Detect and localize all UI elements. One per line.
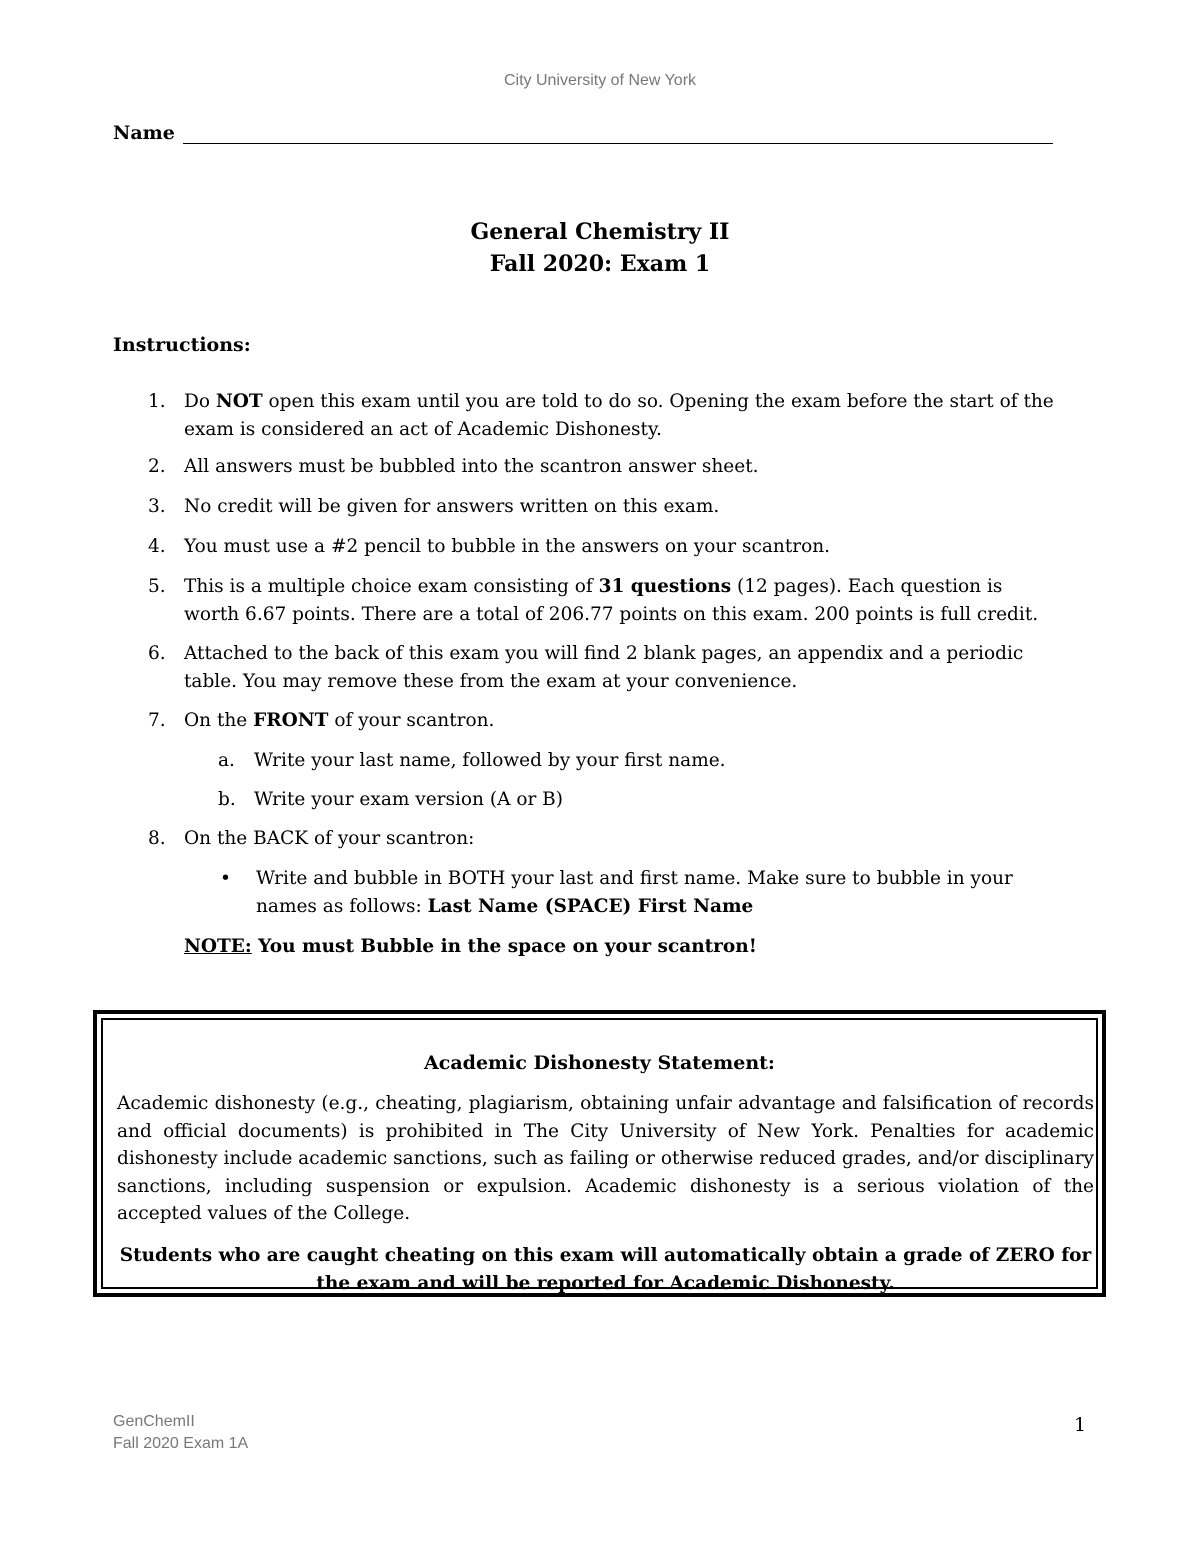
- item-number: 7.: [148, 710, 166, 731]
- item-text-part: On the: [184, 710, 254, 731]
- item-text: [256, 865, 1090, 921]
- instruction-bullet: [220, 865, 1090, 921]
- item-number: b.: [218, 789, 236, 810]
- footer-course: GenChemII: [113, 1413, 195, 1430]
- exam-title: [0, 216, 1200, 280]
- item-number: 5.: [148, 576, 166, 597]
- dishonesty-statement-box: [93, 1010, 1106, 1297]
- name-label: Name: [113, 122, 175, 144]
- note-label: NOTE:: [184, 936, 252, 957]
- item-text-part: Write and bubble in BOTH your last and first name. Make sure to bubble in your: [256, 868, 1013, 889]
- item-number: 3.: [148, 496, 166, 517]
- header-institution: City University of New York: [503, 72, 697, 89]
- instruction-item: [148, 825, 1088, 853]
- item-text-emphasis: Last Name (SPACE) First Name: [427, 896, 754, 917]
- course-title: General Chemistry II: [470, 219, 730, 245]
- item-text: All answers must be bubbled into the scantron answer sheet.: [184, 456, 759, 477]
- note: [184, 933, 1084, 961]
- item-number: a.: [218, 750, 235, 771]
- instruction-item: [148, 533, 1088, 561]
- item-text-emphasis: 31 questions: [598, 576, 732, 597]
- item-text-emphasis: NOT: [215, 391, 263, 412]
- instruction-item: [148, 573, 1088, 629]
- instruction-item: [148, 388, 1088, 444]
- bullet-icon: •: [220, 868, 231, 889]
- item-text: [184, 573, 1088, 629]
- dishonesty-statement-inner-border: [101, 1018, 1098, 1294]
- item-number: 4.: [148, 536, 166, 557]
- item-number: 6.: [148, 643, 166, 664]
- footer: [113, 1411, 248, 1455]
- item-text-emphasis: FRONT: [253, 710, 329, 731]
- item-text-part: (12 pages). Each question is: [731, 576, 1003, 597]
- instruction-item: [148, 640, 1088, 696]
- item-text-part: Do: [184, 391, 216, 412]
- exam-subtitle: Fall 2020: Exam 1: [489, 251, 711, 277]
- item-text: [184, 707, 494, 735]
- item-text-part: table. You may remove these from the exam at your convenience.: [184, 671, 798, 692]
- item-text-part: names as follows:: [256, 896, 428, 917]
- page-number: 1: [1074, 1414, 1087, 1436]
- instruction-item: [148, 707, 1088, 735]
- instruction-item: [148, 453, 1088, 481]
- item-text: Write your last name, followed by your first name.: [254, 750, 726, 771]
- note-text: You must Bubble in the space on your scantron!: [251, 936, 757, 957]
- item-text-part: of your scantron.: [328, 710, 495, 731]
- item-text: You must use a #2 pencil to bubble in the answers on your scantron.: [184, 536, 831, 557]
- item-text: No credit will be given for answers written on this exam.: [184, 496, 720, 517]
- item-text: [184, 388, 1088, 444]
- item-text: On the BACK of your scantron:: [184, 828, 475, 849]
- item-number: 8.: [148, 828, 166, 849]
- footer-exam-version: Fall 2020 Exam 1A: [113, 1435, 249, 1452]
- item-number: 2.: [148, 456, 166, 477]
- instructions-heading: Instructions:: [113, 334, 251, 356]
- item-text-part: exam is considered an act of Academic Dishonesty.: [184, 419, 662, 440]
- item-text-part: Attached to the back of this exam you will find 2 blank pages, an appendix and a periodic: [184, 643, 1024, 664]
- name-field[interactable]: [113, 122, 1053, 144]
- statement-heading: Academic Dishonesty Statement:: [424, 1052, 775, 1074]
- item-number: 1.: [148, 391, 166, 412]
- item-text-part: This is a multiple choice exam consisting of: [184, 576, 599, 597]
- name-underline[interactable]: [183, 123, 1053, 144]
- instruction-item: [148, 493, 1088, 521]
- item-text: [184, 640, 1088, 696]
- statement-warning: Students who are caught cheating on this exam will automatically obtain a grade of ZERO for the exam and will be reported for Academic Dishonesty.: [119, 1245, 1092, 1294]
- item-text-part: open this exam until you are told to do so. Opening the exam before the start of the: [262, 391, 1054, 412]
- item-text-part: worth 6.67 points. There are a total of 206.77 points on this exam. 200 points is full credit.: [184, 604, 1039, 625]
- instruction-subitem: [218, 747, 1088, 775]
- instruction-subitem: [218, 786, 1088, 814]
- statement-body: Academic dishonesty (e.g., cheating, plagiarism, obtaining unfair advantage and falsification of records and official documents) is prohibited in The City University of New York. Penalties for academic dishonesty include academic sanctions, such as failing or otherwise reduced grades, and/or disciplinary sanctions, including suspension or expulsion. Academic dishonesty is a serious violation of the accepted values of the College.: [117, 1093, 1094, 1224]
- item-text: Write your exam version (A or B): [254, 789, 563, 810]
